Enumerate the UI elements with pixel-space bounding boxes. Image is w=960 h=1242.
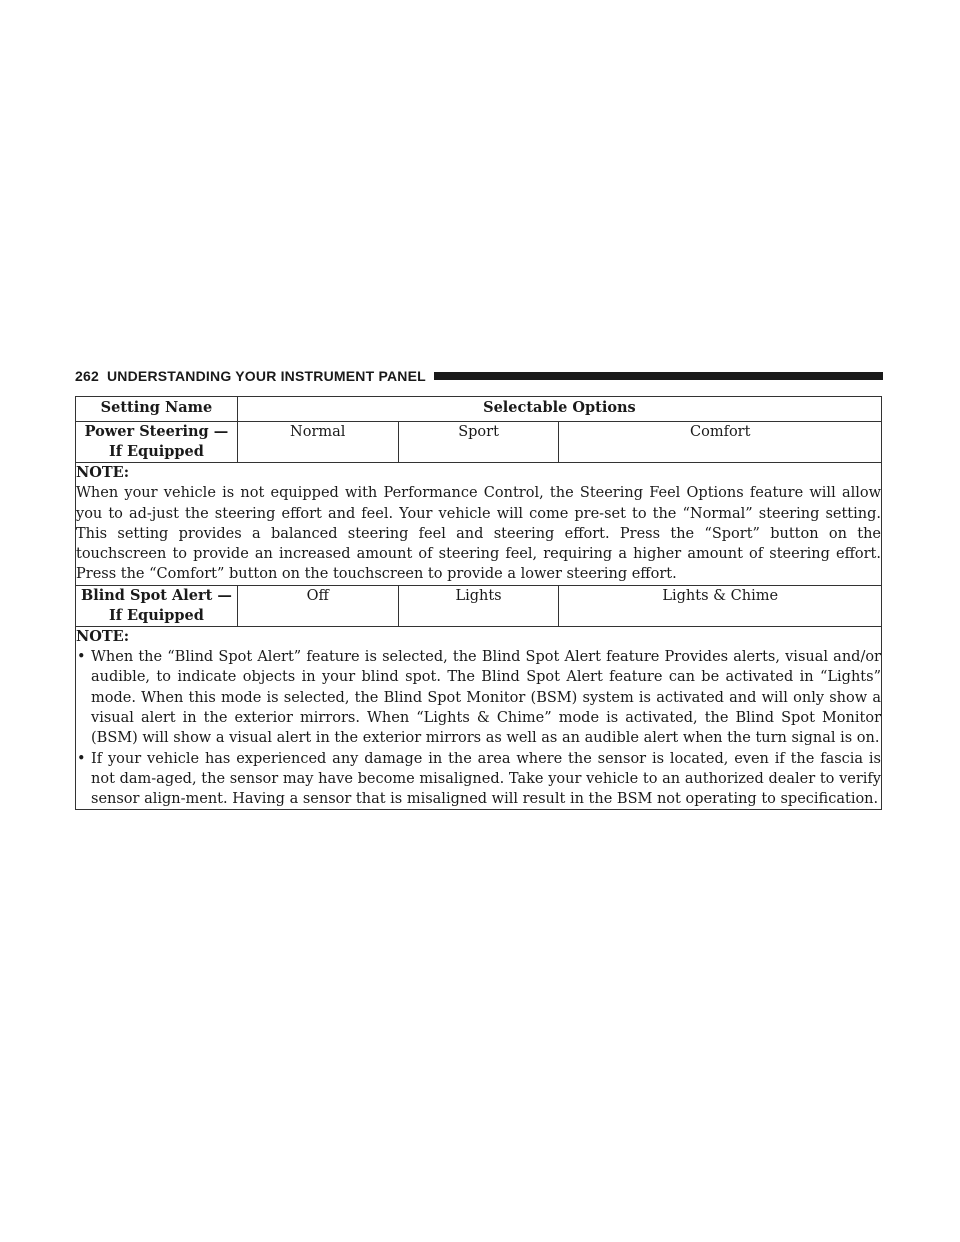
option-cell: Off bbox=[237, 585, 398, 626]
col-header-setting-name: Setting Name bbox=[76, 397, 238, 422]
note-text: When your vehicle is not equipped with Performance Control, the Steering Feel Options feature will allow you to ad-just the steering effort and feel. Your vehicle will come pre-set to the “Normal” steering setting. This setting provides a balanced steering feel and steering effort. Press the “Sport” button on the touchscreen to provide an increased amount of steering feel, requiring a higher amount of steering effort. Press the “Comfort” button on the touchscreen to provide a lower steering effort. bbox=[76, 485, 881, 583]
note-label: NOTE: bbox=[76, 627, 130, 645]
header-rule bbox=[434, 372, 883, 380]
setting-name-cell: Power Steering — If Equipped bbox=[76, 422, 238, 463]
note-bullet-list bbox=[76, 647, 881, 809]
option-cell: Comfort bbox=[559, 422, 882, 463]
table-header-row bbox=[76, 397, 882, 422]
table-row bbox=[76, 585, 882, 626]
list-item bbox=[76, 647, 881, 748]
list-item bbox=[76, 749, 881, 810]
option-cell: Lights & Chime bbox=[559, 585, 882, 626]
bullet-text: If your vehicle has experienced any damage in the area where the sensor is located, even if the fascia is not dam-aged, the sensor may have become misaligned. Take your vehicle to an authorized dealer to verify sensor align-ment. Having a sensor that is misaligned will result in the BSM not operating to specification. bbox=[91, 750, 881, 808]
page-header bbox=[75, 362, 883, 390]
note-row bbox=[76, 463, 882, 586]
page-number: 262 bbox=[75, 368, 99, 384]
col-header-selectable-options: Selectable Options bbox=[237, 397, 881, 422]
bullet-icon: • bbox=[77, 649, 86, 666]
note-cell bbox=[76, 626, 882, 810]
note-row bbox=[76, 626, 882, 810]
settings-table bbox=[75, 396, 882, 810]
note-label: NOTE: bbox=[76, 464, 130, 481]
option-cell: Sport bbox=[398, 422, 559, 463]
bullet-text: When the “Blind Spot Alert” feature is selected, the Blind Spot Alert feature Provides alerts, visual and/or audible, to indicate objects in your blind spot. The Blind Spot Alert feature can be activated in “Lights” mode. When this mode is selected, the Blind Spot Monitor (BSM) system is activated and will only show a visual alert in the exterior mirrors. When “Lights & Chime” mode is activated, the Blind Spot Monitor (BSM) will show a visual alert in the exterior mirrors as well as an audible alert when the turn signal is on. bbox=[91, 649, 881, 747]
table-row bbox=[76, 422, 882, 463]
bullet-icon: • bbox=[77, 750, 86, 767]
note-cell bbox=[76, 463, 882, 586]
section-title: UNDERSTANDING YOUR INSTRUMENT PANEL bbox=[106, 368, 426, 384]
option-cell: Lights bbox=[398, 585, 559, 626]
setting-name-cell: Blind Spot Alert — If Equipped bbox=[76, 585, 238, 626]
option-cell: Normal bbox=[237, 422, 398, 463]
